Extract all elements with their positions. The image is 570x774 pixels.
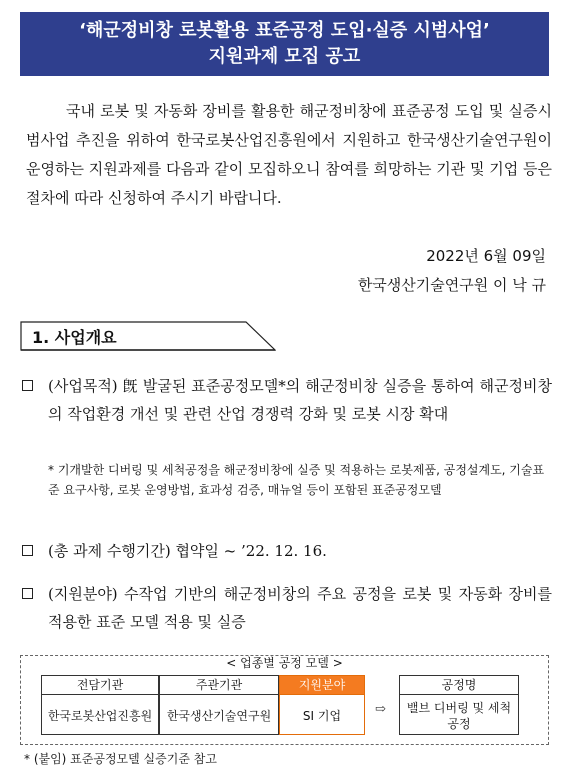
announcing-organization: 한국생산기술연구원 이 낙 규 [357,276,546,294]
list-item [22,537,552,565]
column-support-field [279,675,365,735]
column-head: 공정명 [400,676,518,695]
item-period-text: (총 과제 수행기간) 협약일 ~ ’22. 12. 16. [48,542,327,560]
list-item [22,372,552,428]
checkbox-bullet-icon [22,380,33,391]
diagram-title: < 업종별 공정 모델 > [226,656,343,670]
list-item [22,580,552,636]
title-banner [20,12,549,76]
column-process-name [399,675,519,735]
title-line-1: ‘해군정비창 로봇활용 표준공정 도입·실증 시범사업’ [79,20,490,41]
process-model-diagram [20,655,549,745]
column-lead-agency [41,675,159,735]
attachment-footnote: * (붙임) 표준공정모델 실증기준 참고 [24,752,217,766]
section-title: 1. 사업개요 [32,328,117,347]
column-head: 전담기관 [42,676,158,695]
right-arrow-icon: ⇨ [375,702,386,717]
item-field-text: (지원분야) 수작업 기반의 해군정비창의 주요 공정을 로봇 및 자동화 장비를 적용한 표준 모델 적용 및 실증 [48,585,552,631]
intro-paragraph [26,97,552,213]
item-purpose-text: (사업목적) 旣 발굴된 표준공정모델*의 해군정비창 실증을 통하여 해군정비창의 작업환경 개선 및 관련 산업 경쟁력 강화 및 로봇 시장 확대 [48,377,552,423]
column-head: 주관기관 [160,676,278,695]
announcement-date: 2022년 6월 09일 [426,247,546,265]
column-body: 밸브 디버링 및 세척 공정 [406,700,512,731]
purpose-footnote: * 기개발한 디버링 및 세척공정을 해군정비창에 실증 및 적용하는 로봇제품, 공정설계도, 기술표준 요구사항, 로봇 운영방법, 효과성 검증, 매뉴얼 등이 포함된 표준공정모델 [48,463,545,497]
column-head: 지원분야 [280,676,364,695]
column-body: 한국생산기술연구원 [166,708,272,723]
section-header [20,321,276,351]
checkbox-bullet-icon [22,545,33,556]
column-body: SI 기업 [302,708,342,723]
column-host-agency [159,675,279,735]
checkbox-bullet-icon [22,588,33,599]
title-line-2: 지원과제 모집 공고 [208,46,361,67]
column-body: 한국로봇산업진흥원 [47,708,153,723]
intro-text: 국내 로봇 및 자동화 장비를 활용한 해군정비창에 표준공정 도입 및 실증시범사업 추진을 위하여 한국로봇산업진흥원에서 지원하고 한국생산기술연구원이 운영하는 지원과제를 다음과 같이 모집하오니 참여를 희망하는 기관 및 기업 등은 절차에 따라 신청하여 주시기 바랍니다. [26,102,552,207]
